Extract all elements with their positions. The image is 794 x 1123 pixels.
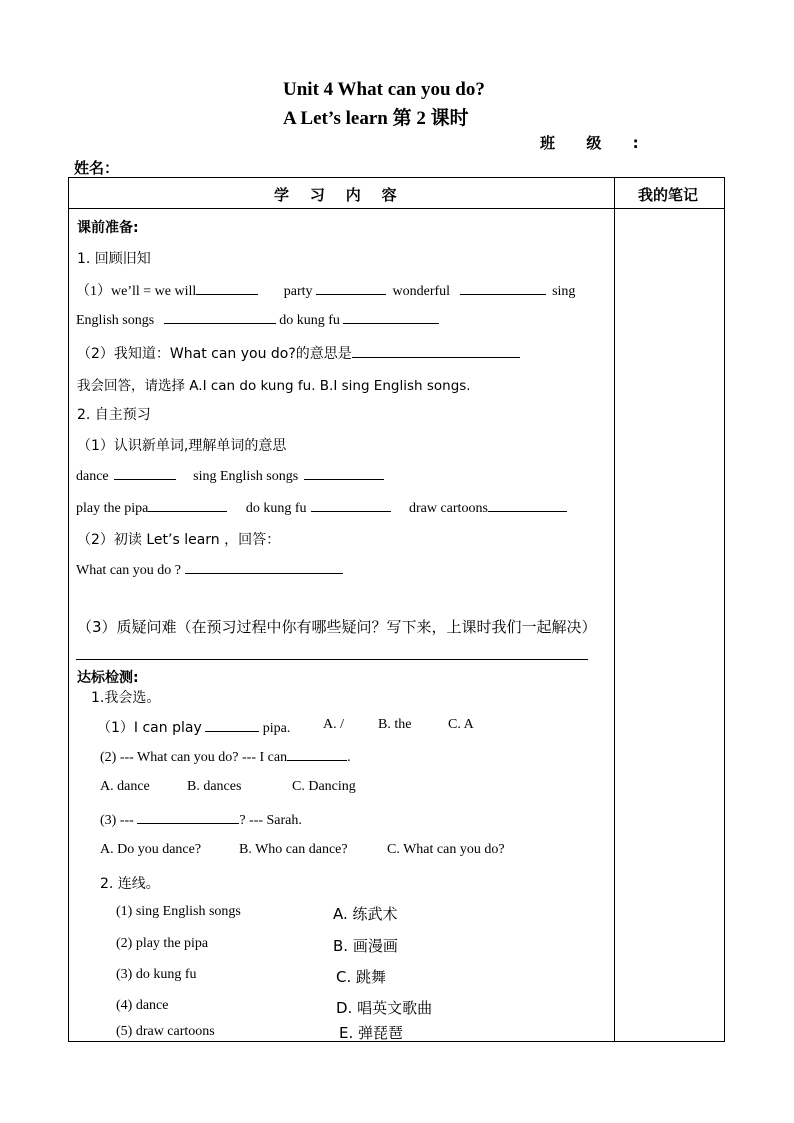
blank[interactable] [488, 499, 567, 512]
blank[interactable] [460, 282, 546, 295]
meaning-question: （2）我知道：What can you do?的意思是 [77, 343, 520, 363]
blank[interactable] [343, 311, 439, 324]
vocab-line-1: dance sing English songs [76, 467, 384, 485]
blank[interactable] [316, 282, 386, 295]
blank[interactable] [352, 345, 520, 358]
choose-heading: 1.我会选。 [91, 690, 161, 706]
option[interactable]: A. / [323, 717, 344, 732]
prep-heading: 课前准备: [77, 220, 139, 236]
answer-choice: 我会回答，请选择 A.I can do kung fu. B.I sing English songs. [77, 378, 471, 394]
blank[interactable] [304, 467, 384, 480]
option[interactable]: C. Dancing [292, 779, 356, 794]
blank[interactable] [114, 467, 176, 480]
vocab-line-2: play the pipa do kung fu draw cartoons [76, 499, 567, 517]
new-words-instruction: （1）认识新单词,理解单词的意思 [77, 438, 287, 454]
match-right-item[interactable]: C. 跳舞 [336, 968, 387, 986]
page-title: Unit 4 What can you do? [283, 79, 485, 100]
blank[interactable] [164, 311, 276, 324]
choice-question-2: (2) --- What can you do? --- I can . [100, 750, 351, 765]
option[interactable]: A. Do you dance? [100, 842, 202, 857]
option[interactable]: A. dance [100, 779, 150, 794]
match-left-item[interactable]: (1) sing English songs [116, 904, 241, 919]
check-heading: 达标检测: [77, 670, 139, 686]
match-right-item[interactable]: D. 唱英文歌曲 [336, 999, 433, 1017]
blank[interactable] [148, 499, 227, 512]
blank[interactable] [205, 719, 259, 732]
choice-question-1: （1）I can play pipa. [97, 720, 291, 736]
review-heading: 1. 回顾旧知 [77, 251, 151, 267]
matching-heading: 2. 连线。 [100, 876, 160, 892]
match-right-item[interactable]: A. 练武术 [333, 905, 398, 923]
questions-prompt: （3）质疑问难（在预习过程中你有哪些疑问？写下来，上课时我们一起解决） [77, 618, 597, 636]
option[interactable]: B. dances [187, 779, 242, 794]
blank[interactable] [311, 499, 391, 512]
blank[interactable] [287, 748, 347, 761]
match-right-item[interactable]: E. 弹琵琶 [339, 1024, 404, 1042]
match-left-item[interactable]: (4) dance [116, 998, 169, 1013]
class-label: 班 级 : [540, 134, 639, 152]
preview-heading: 2. 自主预习 [77, 407, 151, 423]
first-reading-instruction: （2）初读 Let’s learn ，回答： [77, 532, 281, 548]
blank[interactable] [196, 282, 258, 295]
first-reading-question: What can you do ? [76, 561, 343, 579]
blank[interactable] [137, 811, 239, 824]
match-left-item[interactable]: (5) draw cartoons [116, 1024, 215, 1039]
review-line-2: English songs do kung fu [76, 311, 439, 329]
choice-question-3: (3) --- ? --- Sarah. [100, 813, 302, 828]
match-left-item[interactable]: (3) do kung fu [116, 967, 197, 982]
blank[interactable] [185, 561, 343, 574]
option[interactable]: C. What can you do? [387, 842, 505, 857]
option[interactable]: B. Who can dance? [239, 842, 348, 857]
option[interactable]: C. A [448, 717, 474, 732]
match-left-item[interactable]: (2) play the pipa [116, 936, 209, 951]
match-right-item[interactable]: B. 画漫画 [333, 937, 398, 955]
column-header-content: 学 习 内 容 [274, 186, 397, 204]
page-subtitle: A Let’s learn 第 2 课时 [283, 108, 469, 129]
questions-answer-line[interactable] [76, 659, 588, 660]
review-line-1: （1）we’ll = we will party wonderful sing [76, 284, 576, 299]
column-header-notes: 我的笔记 [638, 186, 699, 204]
name-label: 姓名： [74, 159, 120, 177]
option[interactable]: B. the [378, 717, 412, 732]
